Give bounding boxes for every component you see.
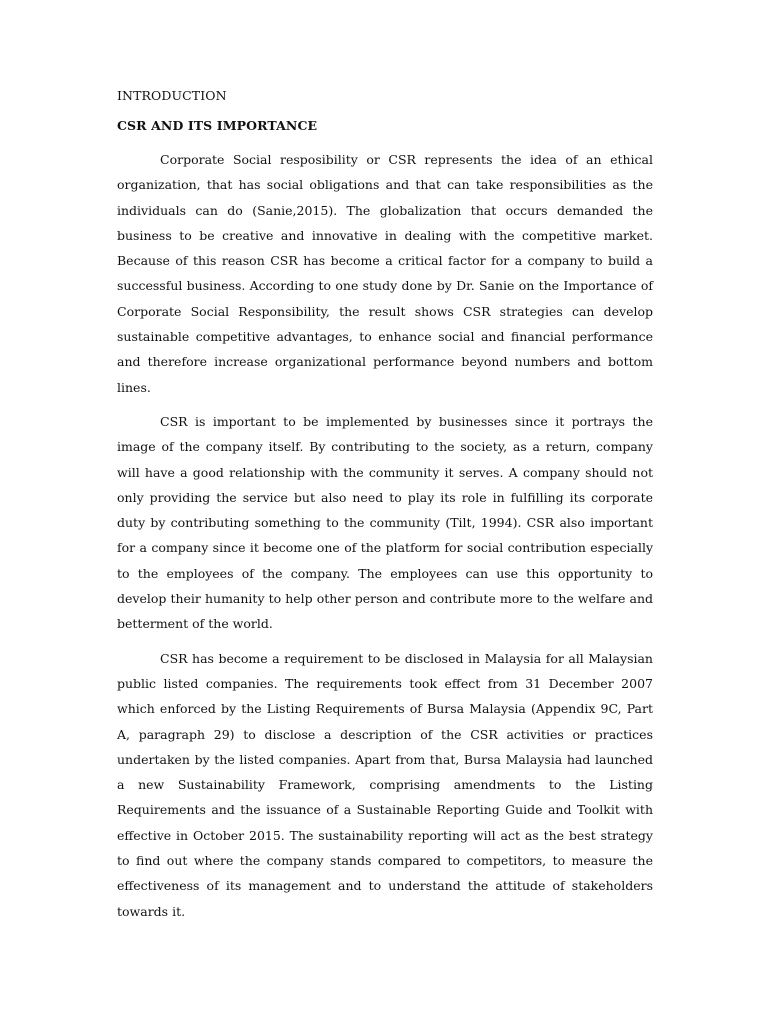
body-paragraph-1: Corporate Social resposibility or CSR represents the idea of an ethical organization, that has social obligations and that can take responsibilities as the individuals can do (Sanie,2015). The globalization that occurs demanded the business to be creative and innovative in dealing with the competitive market. Because of this reason CSR has become a critical factor for a company to build a successful business. According to one study done by Dr. Sanie on the Importance of Corporate Social Responsibility, the result shows CSR strategies can develop sustainable competitive advantages, to enhance social and financial performance and therefore increase organizational performance beyond numbers and bottom lines. — [117, 152, 653, 395]
body-paragraph-3: CSR has become a requirement to be disclosed in Malaysia for all Malaysian public listed companies. The requirements took effect from 31 December 2007 which enforced by the Listing Requirements of Bursa Malaysia (Appendix 9C, Part A, paragraph 29) to disclose a description of the CSR activities or practices undertaken by the listed companies. Apart from that, Bursa Malaysia had launched a new Sustainability Framework, comprising amendments to the Listing Requirements and the issuance of a Sustainable Reporting Guide and Toolkit with effective in October 2015. The sustainability reporting will act as the best strategy to find out where the company stands compared to competitors, to measure the effectiveness of its management and to understand the attitude of stakeholders towards it. — [117, 650, 653, 919]
intro-label: INTRODUCTION — [117, 88, 227, 103]
section-heading: CSR AND ITS IMPORTANCE — [117, 118, 318, 133]
body-paragraph-2: CSR is important to be implemented by businesses since it portrays the image of the company itself. By contributing to the society, as a return, company will have a good relationship with the community it serves. A company should not only providing the service but also need to play its role in fulfilling its corporate duty by contributing something to the community (Tilt, 1994). CSR also important for a company since it become one of the platform for social contribution especially to the employees of the company. The employees can use this opportunity to develop their humanity to help other person and contribute more to the welfare and betterment of the world. — [117, 413, 653, 632]
page-content — [117, 86, 653, 924]
